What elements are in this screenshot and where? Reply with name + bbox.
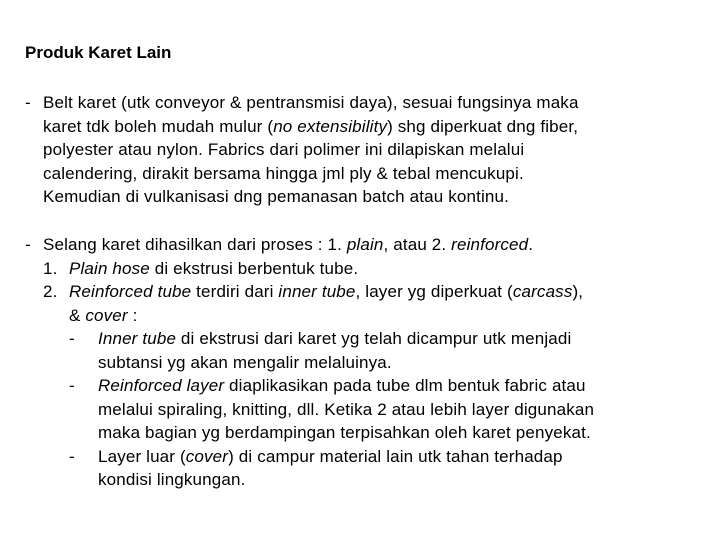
- hose-intro-c: , atau 2.: [383, 235, 452, 254]
- sub-2-italic: Reinforced layer: [98, 376, 225, 395]
- sub-dash: -: [69, 376, 75, 395]
- belt-text-1: Belt karet (utk conveyor & pentransmisi daya), sesuai fungsinya maka: [43, 93, 579, 112]
- item-2-line2-cover: cover: [85, 305, 128, 325]
- sub-2-line: [25, 374, 695, 398]
- sub-2-text-b: melalui spiraling, knitting, dll. Ketika 2 atau lebih layer digunakan: [98, 399, 595, 419]
- item-2-italic-1: Reinforced tube: [69, 282, 192, 301]
- sub-1-text-b: subtansi yg akan mengalir melaluinya.: [98, 352, 392, 372]
- sub-1-line: [25, 327, 695, 351]
- belt-text-4: calendering, dirakit bersama hingga jml ply & tebal mencukupi.: [43, 163, 524, 183]
- belt-line-2: [25, 115, 695, 139]
- item-1-italic: Plain hose: [69, 258, 150, 278]
- sub-2-text-c: maka bagian yg berdampingan terpisahkan oleh karet penyekat.: [98, 423, 591, 442]
- belt-text-2-italic: no extensibility: [273, 116, 388, 136]
- sub-1-text-a: di ekstrusi dari karet yg telah dicampur utk menjadi: [176, 329, 572, 348]
- sub-2-text-a: diaplikasikan pada tube dlm bentuk fabric atau: [224, 376, 586, 395]
- hose-intro-plain: plain: [346, 235, 384, 254]
- hose-intro-e: .: [528, 235, 534, 254]
- hose-intro-reinforced: reinforced: [451, 235, 529, 254]
- belt-text-2a: karet tdk boleh mudah mulur (: [43, 116, 274, 136]
- item-2-line2-a: &: [69, 305, 86, 325]
- sub-3-text-b: ) di campur material lain utk tahan terhadap: [228, 446, 563, 466]
- sub-3-text-a: Layer luar (: [98, 446, 186, 466]
- sub-dash: -: [69, 446, 75, 466]
- hose-intro-a: Selang karet dihasilkan dari proses : 1.: [43, 235, 347, 254]
- item-2-italic-3: carcass: [512, 282, 573, 301]
- item-1-number: 1.: [43, 258, 58, 278]
- item-2-text-3: ),: [572, 282, 584, 301]
- hose-intro-line: [25, 233, 695, 257]
- sub-3-line-2: [25, 468, 695, 492]
- sub-3-italic: cover: [185, 446, 229, 466]
- item-1-line: [25, 257, 695, 281]
- sub-2-line-2: [25, 398, 695, 422]
- bullet-dash: -: [25, 235, 31, 254]
- item-2-line2-c: :: [127, 305, 138, 325]
- item-2-text-2: , layer yg diperkuat (: [355, 282, 513, 301]
- sub-3-line: [25, 445, 695, 469]
- belt-text-5: Kemudian di vulkanisasi dng pemanasan batch atau kontinu.: [43, 187, 509, 206]
- slide-title: Produk Karet Lain: [25, 43, 172, 62]
- belt-text-3: polyester atau nylon. Fabrics dari polimer ini dilapiskan melalui: [43, 140, 525, 159]
- belt-line-5: [25, 185, 695, 209]
- sub-1-italic: Inner tube: [98, 329, 177, 348]
- sub-2-line-3: [25, 421, 695, 445]
- item-2-line: [25, 280, 695, 304]
- sub-3-text-c: kondisi lingkungan.: [98, 470, 246, 489]
- item-2-text-1: terdiri dari: [191, 282, 279, 301]
- belt-line-3: [25, 138, 695, 162]
- sub-dash: -: [69, 329, 75, 348]
- item-2-italic-2: inner tube: [278, 282, 356, 301]
- item-1-text: di ekstrusi berbentuk tube.: [149, 258, 359, 278]
- item-2-line-2: [25, 304, 695, 328]
- bullet-dash: -: [25, 93, 31, 112]
- belt-line-4: [25, 162, 695, 186]
- item-2-number: 2.: [43, 282, 58, 301]
- belt-paragraph: [25, 91, 695, 209]
- hose-paragraph: [25, 233, 695, 492]
- belt-text-2b: ) shg diperkuat dng fiber,: [387, 116, 579, 136]
- belt-line-1: [25, 91, 695, 115]
- sub-1-line-2: [25, 351, 695, 375]
